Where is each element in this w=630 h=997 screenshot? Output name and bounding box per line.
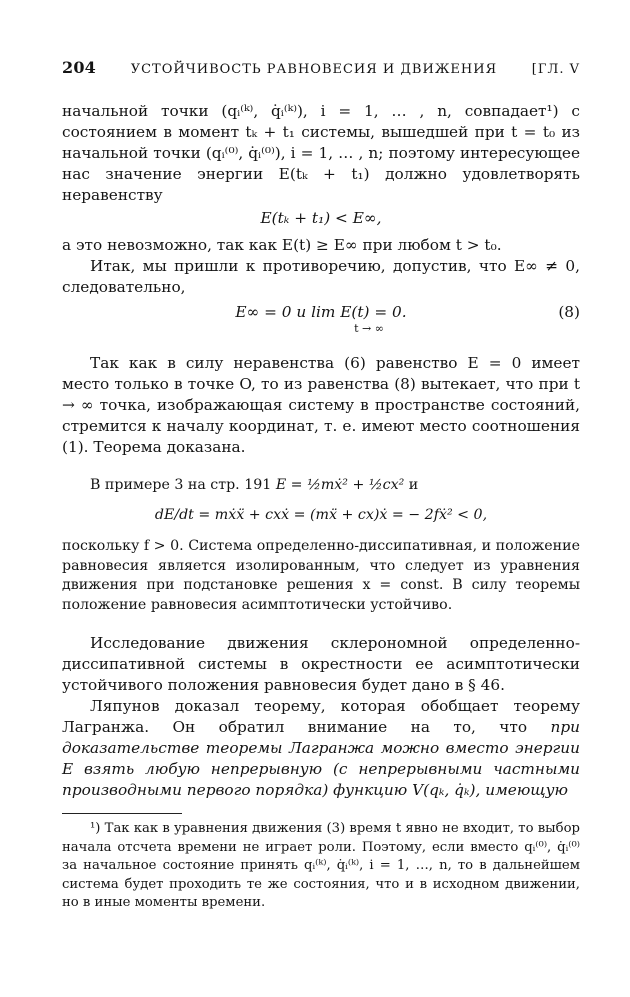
formula-energy-inequality: E(tₖ + t₁) < E∞, xyxy=(260,209,382,227)
footnote-rule xyxy=(62,813,182,814)
paragraph-8-emphasis: при доказательстве теоремы Лагранжа можно вместо энергии E взять любую непрерывную (с непрерывными частными производными первого порядка) функцию V(qₖ, q̇ₖ), имеющую xyxy=(62,718,580,799)
limit-subscript: t → ∞ xyxy=(354,322,384,335)
paragraph-8-text: Ляпунов доказал теорему, которая обобщает теорему Лагранжа. Он обратил внимание на то, что xyxy=(62,697,580,736)
example-block xyxy=(62,476,580,615)
page-header xyxy=(62,58,580,77)
paragraph-1: начальной точки (qᵢ⁽ᵏ⁾, q̇ᵢ⁽ᵏ⁾), i = 1, … , n, совпадает¹) с состоянием в момент tₖ + t₁ системы, вышедшей при t = t₀ из начальной точки (qᵢ⁽⁰⁾, q̇ᵢ⁽⁰⁾), i = 1, … , n; поэтому интересующее нас значение энергии E(tₖ + t₁) должно удовлетворять неравенству xyxy=(62,102,580,204)
equation-8 xyxy=(62,302,580,335)
formula-energy-derivative: dE/dt = mẋẍ + cxẋ = (mẍ + cx)ẋ = − 2fẋ² < 0, xyxy=(154,506,488,523)
paragraph-6: поскольку f > 0. Система определенно-диссипативная, и положение равновесия является изолированным, что следует из уравнения движения при подстановке решения x = const. В силу теоремы положение равновесия асимптотически устойчиво. xyxy=(62,538,580,613)
page-body xyxy=(62,101,580,913)
footnote: ¹) Так как в уравнения движения (3) время t явно не входит, то выбор начала отсчета времени не играет роли. Поэтому, если вместо qᵢ⁽⁰⁾, q̇ᵢ⁽⁰⁾ за начальное состояние принять qᵢ⁽ᵏ⁾, q̇ᵢ⁽ᵏ⁾, i = 1, …, n, то в дальнейшем система будет проходить те же состояния, что и в исходном движении, но в иные моменты времени. xyxy=(62,821,580,910)
paragraph-7: Исследование движения склерономной определенно-диссипативной системы в окрестности ее асимптотически устойчивого положения равновесия будет дано в § 46. xyxy=(62,634,580,694)
book-page xyxy=(62,58,580,913)
page-number: 204 xyxy=(62,58,96,77)
equation-number: (8) xyxy=(558,303,580,321)
running-title: УСТОЙЧИВОСТЬ РАВНОВЕСИЯ И ДВИЖЕНИЯ xyxy=(130,62,498,77)
equation-8-body: E∞ = 0 и lim E(t) = 0. xyxy=(235,303,407,321)
example-suffix: и xyxy=(408,477,419,493)
paragraph-2: а это невозможно, так как E(t) ≥ E∞ при любом t > t₀. xyxy=(62,236,502,254)
paragraph-3: Итак, мы пришли к противоречию, допустив, что E∞ ≠ 0, следовательно, xyxy=(62,257,580,296)
example-line xyxy=(62,476,580,496)
example-prefix: В примере 3 на стр. 191 xyxy=(90,477,272,493)
paragraph-4: Так как в силу неравенства (6) равенство E = 0 имеет место только в точке O, то из равенства (8) вытекает, что при t → ∞ точка, изображающая систему в пространстве состояний, стремится к началу координат, т. е. имеют место соотношения (1). Теорема доказана. xyxy=(62,354,580,456)
example-energy-formula: E = ½mẋ² + ½cx² xyxy=(275,477,405,493)
paragraph-8 xyxy=(62,696,580,801)
chapter-marker: [ГЛ. V xyxy=(531,62,580,77)
